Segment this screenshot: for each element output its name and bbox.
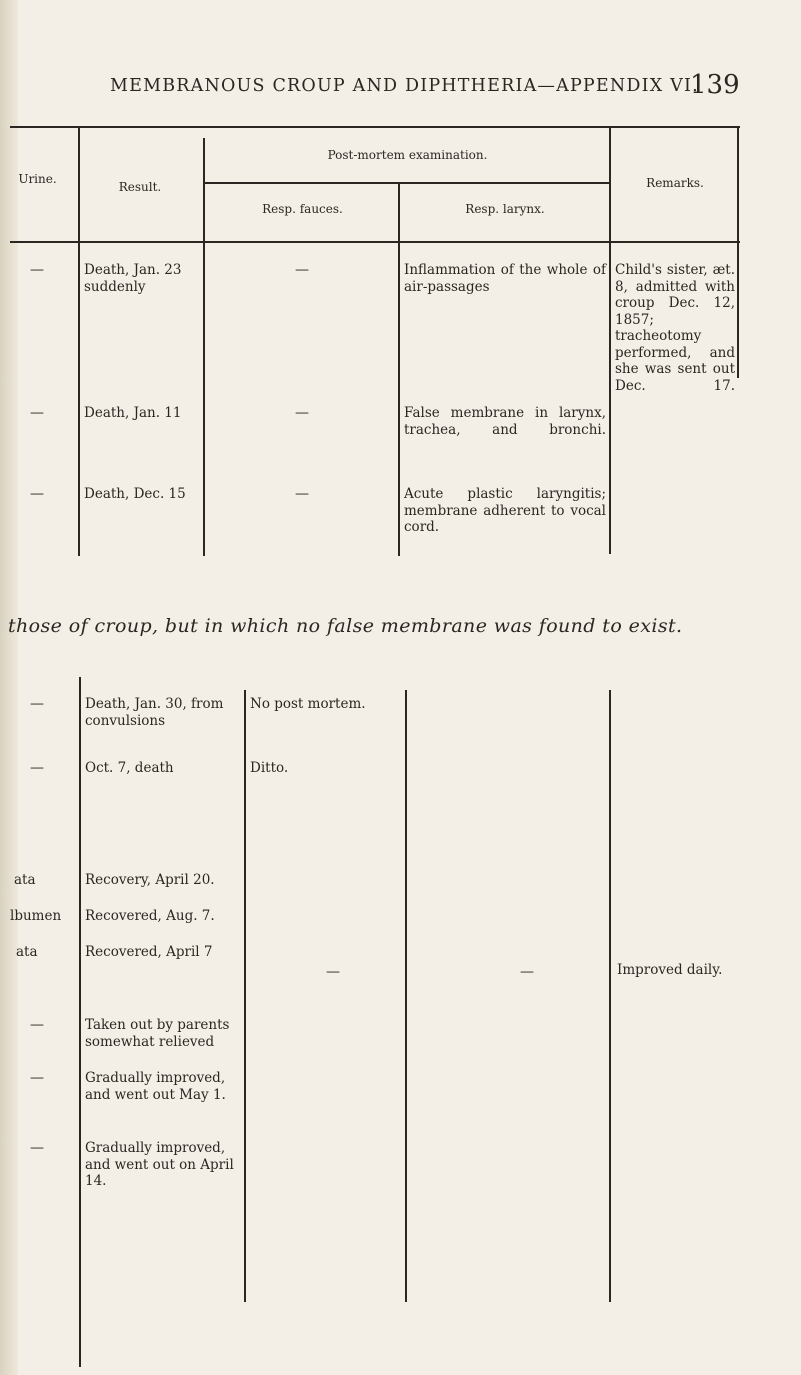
col-line-4 (609, 128, 611, 554)
row2-result: Death, Jan. 11 (84, 405, 182, 421)
b-row2-urine: — (30, 760, 44, 776)
b-row4-result: Recovered, Aug. 7. (85, 908, 215, 924)
bottom-col-line-2 (244, 690, 246, 1302)
b-row6-urine: — (30, 1017, 44, 1033)
b-larynx-dash: — (520, 964, 534, 980)
b-row7-urine: — (30, 1070, 44, 1086)
b-fauces-dash: — (326, 964, 340, 980)
header-result: Result. (118, 180, 162, 194)
row3-fauces: — (295, 486, 309, 502)
page-gutter-shadow (0, 0, 18, 1375)
row1-urine: — (30, 262, 44, 278)
b-row3-urine: ata (14, 872, 36, 888)
col-line-1 (78, 126, 80, 556)
header-fauces: Resp. fauces. (262, 202, 343, 216)
col-line-2 (203, 138, 205, 556)
header-postmortem: Post-mortem examination. (327, 148, 488, 162)
row1-remarks: Child's sister, æt. 8, admitted with croup Dec. 12, 1857; tracheotomy performed, and she was sent out Dec. 17. (615, 262, 735, 394)
b-row1-urine: — (30, 696, 44, 712)
header-rule (10, 241, 740, 243)
b-row6-result: Taken out by parents somewhat relieved (85, 1017, 230, 1050)
b-remarks: Improved daily. (617, 962, 723, 978)
page-number: 139 (690, 70, 740, 100)
top-rule (10, 126, 740, 128)
col-line-5 (737, 128, 739, 378)
b-row2-result: Oct. 7, death (85, 760, 174, 776)
header-larynx: Resp. larynx. (465, 202, 545, 216)
row2-urine: — (30, 405, 44, 421)
b-row5-urine: ata (16, 944, 38, 960)
row2-fauces: — (295, 405, 309, 421)
header-remarks: Remarks. (646, 176, 704, 190)
header-urine: Urine. (18, 172, 57, 186)
b-row4-urine: lbumen (10, 908, 62, 924)
section-heading: those of croup, but in which no false membrane was found to exist. (8, 615, 683, 637)
row3-urine: — (30, 486, 44, 502)
row3-result: Death, Dec. 15 (84, 486, 186, 502)
b-row8-result: Gradually improved, and went out on April 14. (85, 1140, 234, 1189)
col-line-3 (398, 182, 400, 556)
bottom-col-line-3 (405, 690, 407, 1302)
b-row3-result: Recovery, April 20. (85, 872, 215, 888)
row2-larynx: False membrane in larynx, trachea, and bronchi. (404, 405, 606, 438)
header-postmortem-rule (205, 182, 610, 184)
running-head: MEMBRANOUS CROUP AND DIPHTHERIA—APPENDIX VI. (110, 76, 699, 96)
row1-result: Death, Jan. 23 suddenly (84, 262, 182, 295)
row1-larynx: Inflammation of the whole of air-passages (404, 262, 606, 295)
row3-larynx: Acute plastic laryngitis; membrane adherent to vocal cord. (404, 486, 606, 535)
b-row5-result: Recovered, April 7 (85, 944, 213, 960)
b-row7-result: Gradually improved, and went out May 1. (85, 1070, 226, 1103)
b-row1-result: Death, Jan. 30, from convulsions (85, 696, 224, 729)
b-row8-urine: — (30, 1140, 44, 1156)
b-row2-postmortem: Ditto. (250, 760, 289, 776)
row1-fauces: — (295, 262, 309, 278)
bottom-col-line-4 (609, 690, 611, 1302)
b-row1-postmortem: No post mortem. (250, 696, 366, 712)
bottom-col-line-1 (79, 677, 81, 1367)
